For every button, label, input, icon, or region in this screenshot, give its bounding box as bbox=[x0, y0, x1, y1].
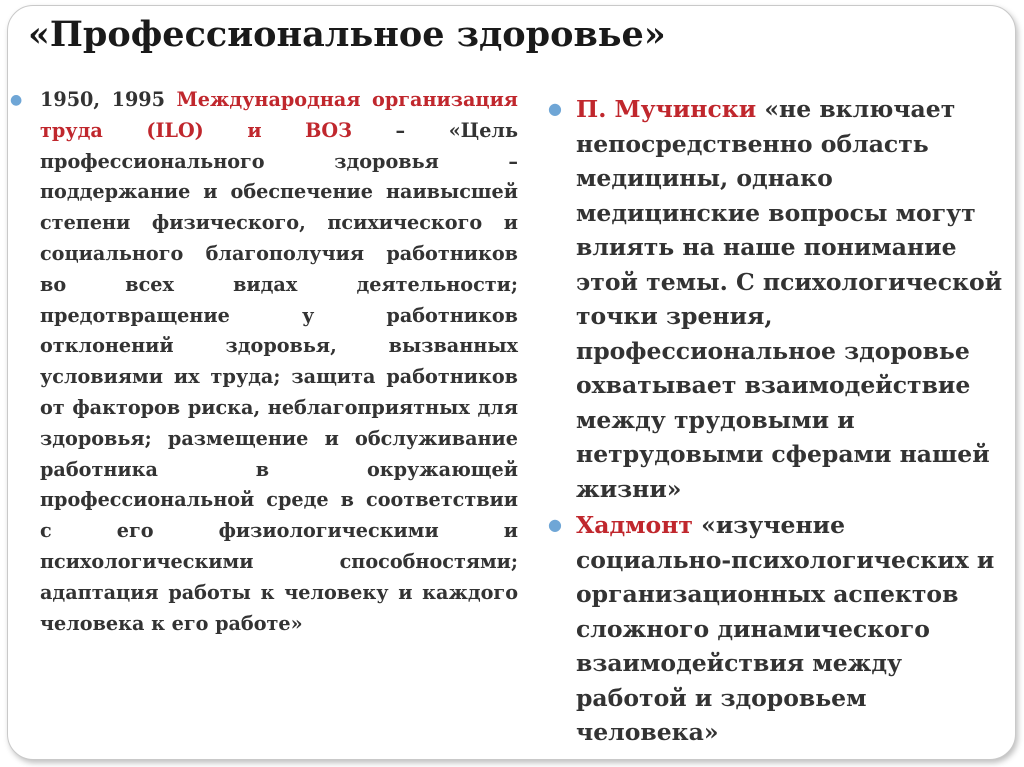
definition-text: – «Цель профессионального здоровья – поддержание и обеспечение наивысшей степени физического, психического и социального благополучия работников во всех видах деятельности; предотвращение у работников отклонений здоровья, вызванных условиями их труда; защита работников от факторов риска, неблагоприятных для здоровья; размещение и обслуживание работника в окружающей профессиональной среде в соответствии с его физиологическими и психологическими способностями; адаптация работы к человеку и каждого человека к его работе» bbox=[40, 118, 518, 635]
author-quote: «изучение социально-психологических и организационных аспектов сложного динамического взаимодействия между работой и здоровьем человека» bbox=[576, 511, 995, 746]
bullet-dot-icon: ● bbox=[548, 515, 562, 534]
bullet-muchinsky bbox=[548, 92, 1008, 506]
bullet-dot-icon: ● bbox=[548, 99, 562, 118]
right-column bbox=[548, 92, 1008, 752]
bullet-ilo-who bbox=[10, 85, 518, 639]
author-name: П. Мучински bbox=[576, 95, 757, 123]
author-name: Хадмонт bbox=[576, 511, 693, 539]
bullet-hadmont bbox=[548, 508, 1008, 750]
bullet-dot-icon: ● bbox=[10, 92, 23, 108]
organization-name: Международная организация труда (ILO) и ВОЗ bbox=[40, 88, 518, 142]
author-quote: «не включает непосредственно область медицины, однако медицинские вопросы могут влиять на наше понимание этой темы. С психологической точки зрения, профессиональное здоровье охватывает взаимодействие между трудовыми и нетрудовыми сферами нашей жизни» bbox=[576, 95, 1003, 503]
slide-title: «Профессиональное здоровье» bbox=[28, 14, 666, 55]
years: 1950, 1995 bbox=[40, 88, 165, 111]
left-column bbox=[10, 85, 518, 639]
